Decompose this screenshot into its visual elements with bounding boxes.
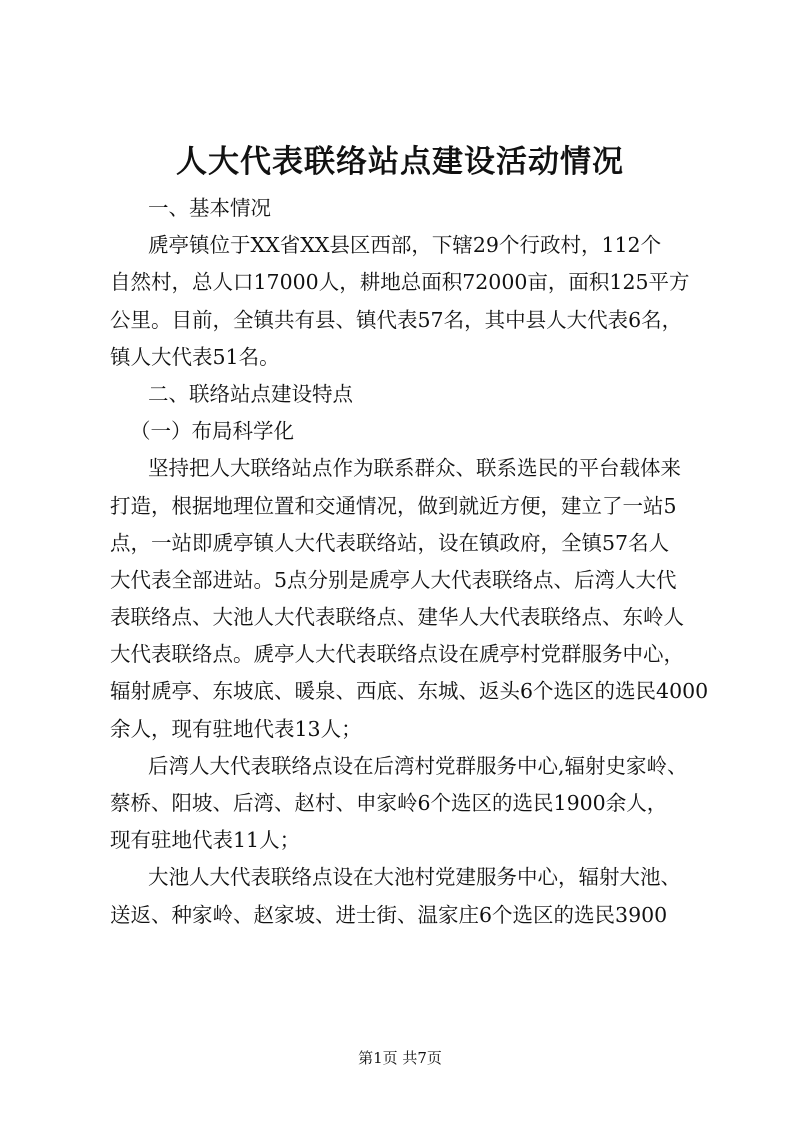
page-number-footer: 第1页 共7页 [358, 1049, 442, 1067]
paragraph-line: 坚持把人大联络站点作为联系群众、联系选民的平台载体来 [148, 456, 681, 481]
paragraph-line: 虒亭镇位于XX省XX县区西部，下辖29个行政村，112个 [148, 233, 662, 258]
paragraph-line: 现有驻地代表11人； [110, 828, 301, 853]
paragraph-line: 送返、种家岭、赵家坡、进士街、温家庄6个选区的选民3900 [110, 902, 668, 927]
section-heading-features: 二、联络站点建设特点 [148, 381, 353, 406]
paragraph-line: 大池人大代表联络点设在大池村党建服务中心，辐射大池、 [148, 865, 681, 890]
paragraph-line: 大代表全部进站。5点分别是虒亭人大代表联络点、后湾人大代 [110, 567, 677, 592]
paragraph-line: 余人，现有驻地代表13人； [110, 716, 362, 741]
paragraph-line: 公里。目前，全镇共有县、镇代表57名，其中县人大代表6名， [110, 307, 683, 332]
document-body [110, 190, 710, 934]
paragraph-line: 镇人大代表51名。 [110, 344, 280, 369]
paragraph-line: 自然村，总人口17000人，耕地总面积72000亩，面积125平方 [110, 270, 690, 295]
paragraph-line: 蔡桥、阳坡、后湾、赵村、申家岭6个选区的选民1900余人， [110, 791, 668, 815]
paragraph-line: 点，一站即虒亭镇人大代表联络站，设在镇政府，全镇57名人 [110, 530, 670, 555]
paragraph-line: 后湾人大代表联络点设在后湾村党群服务中心,辐射史家岭、 [148, 753, 688, 778]
section-heading-basic: 一、基本情况 [148, 196, 271, 220]
subsection-heading-layout: （一）布局科学化 [130, 419, 294, 444]
document-title: 人大代表联络站点建设活动情况 [176, 144, 624, 180]
paragraph-line: 大代表联络点。虒亭人大代表联络点设在虒亭村党群服务中心， [110, 642, 684, 667]
paragraph-line: 打造，根据地理位置和交通情况，做到就近方便，建立了一站5 [110, 493, 677, 518]
paragraph-line: 表联络点、大池人大代表联络点、建华人大代表联络点、东岭人 [110, 605, 684, 630]
paragraph-line: 辐射虒亭、东坡底、暖泉、西底、东城、返头6个选区的选民4000 [110, 679, 709, 704]
